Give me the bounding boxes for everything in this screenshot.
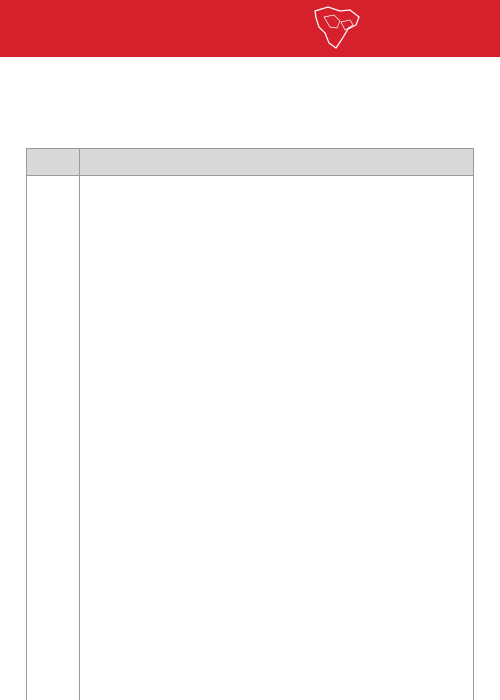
column-divider <box>79 149 80 700</box>
events-table <box>26 148 474 700</box>
drc-logo <box>4 3 94 41</box>
drc-logo-mark <box>4 6 16 36</box>
rmms-logo <box>362 7 496 51</box>
horn-of-africa-map-icon <box>312 3 362 53</box>
report-header <box>0 0 500 57</box>
table-header <box>27 149 473 176</box>
arrivals-line-chart <box>115 423 325 571</box>
